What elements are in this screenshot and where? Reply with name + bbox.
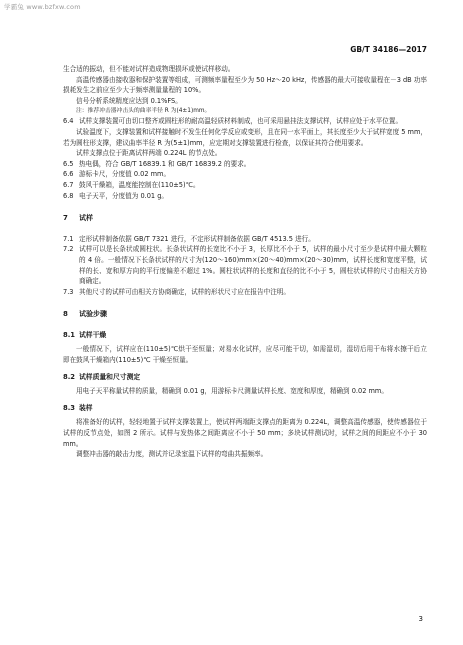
section-number: 7 [63, 214, 68, 223]
paragraph: 试验温度下，支撑装置和试样接触时不发生任何化学反应或变形，且在同一水平面上，其长度至少大于试样宽度 5 mm，若为圆柱形支撑，建议曲率半径 R 为(5±1)mm，应定期对支撑装置进行检查，以保证其符合使用要求。 [63, 127, 427, 147]
subsection-8-1-heading [63, 330, 427, 341]
subsection-number: 8.1 [63, 330, 76, 339]
section-8-heading [63, 309, 427, 320]
clause-number: 6.4 [63, 117, 74, 126]
clause-text: 热电偶，符合 GB/T 16839.1 和 GB/T 16839.2 的要求。 [79, 159, 251, 168]
clause-text: 试样支撑装置可由切口整齐或圆柱形的耐高温轻质材料制成，也可采用悬挂法支撑试样，试样应处于水平位置。 [79, 117, 403, 126]
paragraph: 一般情况下，试样应在(110±5)℃烘干至恒量；对易水化试样，应尽可能干切，如需湿切，湿切后用干布将水擦干后立即在鼓风干燥箱内(110±5)℃ 干燥至恒量。 [63, 345, 427, 365]
paragraph: 用电子天平称量试样的质量，精确到 0.01 g，用游标卡尺测量试样长度、宽度和厚度，精确到 0.02 mm。 [76, 387, 388, 396]
document-body [63, 64, 427, 460]
paragraph: 试样支撑点位于距离试样两端 0.224L 的节点处。 [76, 149, 222, 158]
paragraph: 高温传感器由接收器和保护装置等组成，可测频率量程至少为 50 Hz～20 kHz，传感器的最大可接收量程在－3 dB 功率损耗发生之前应至少大于频率测量量程的 10%。 [63, 75, 427, 95]
clause-6-6 [63, 169, 427, 180]
paragraph: 将准备好的试样，轻轻地置于试样支撑装置上，使试样两端距支撑点的距离为 0.224L，调整高温传感器，使传感器位于试样的反节点处，如图 2 所示。试样与发热体之间距离应不小于 50 mm；多块试样测试时，试样之间的间距应不小于 30 mm。 [63, 418, 427, 448]
subsection-8-3-heading [63, 403, 427, 414]
clause-text: 电子天平，分度值为 0.01 g。 [79, 191, 168, 200]
note: 注：推荐冲击器冲击头的曲率半径 R 为(4±1)mm。 [76, 108, 211, 115]
subsection-number: 8.2 [63, 372, 76, 381]
watermark: 学霸兔 www.bzfxw.com [4, 3, 81, 11]
clause-number: 6.6 [63, 170, 74, 179]
paragraph: 调整冲击器的敲击力度，测试并记录室温下试样的弯曲共振频率。 [76, 450, 268, 459]
clause-number: 6.5 [63, 159, 74, 168]
clause-text: 鼓风干燥箱，温度能控制在(110±5)℃。 [79, 180, 200, 189]
clause-text: 其他尺寸的试样可由相关方协商确定，试样的形状尺寸应在报告中注明。 [79, 287, 290, 296]
section-title: 试样 [79, 214, 93, 223]
paragraph: 生合适的振动，但不能对试样造成物理损坏或使试样移动。 [63, 65, 235, 73]
subsection-title: 装样 [79, 403, 93, 412]
standard-number: GB/T 34186—2017 [350, 45, 427, 54]
clause-7-2 [63, 244, 427, 286]
subsection-8-2-heading [63, 372, 427, 383]
clause-7-3 [63, 287, 427, 298]
clause-6-4 [63, 116, 427, 127]
page-number: 3 [418, 615, 423, 623]
clause-6-8 [63, 191, 427, 202]
clause-number: 7.1 [63, 234, 74, 243]
clause-number: 6.8 [63, 191, 74, 200]
section-title: 试验步骤 [79, 310, 107, 319]
paragraph: 信号分析系统精度应达到 0.1%FS。 [76, 96, 182, 105]
clause-6-5 [63, 159, 427, 170]
clause-number: 6.7 [63, 180, 74, 189]
section-number: 8 [63, 310, 68, 319]
clause-number: 7.2 [63, 245, 74, 254]
clause-text: 定形试样制备依据 GB/T 7321 进行，不定形试样制备依据 GB/T 4513.5 进行。 [79, 234, 315, 243]
subsection-number: 8.3 [63, 403, 76, 412]
clause-number: 7.3 [63, 287, 74, 296]
clause-6-7 [63, 180, 427, 191]
subsection-title: 试样干燥 [79, 330, 107, 339]
clause-7-1 [63, 234, 427, 245]
section-7-heading [63, 213, 427, 224]
clause-text: 游标卡尺，分度值 0.02 mm。 [79, 170, 171, 179]
subsection-title: 试样质量和尺寸测定 [79, 372, 141, 381]
clause-text: 试样可以是长条状或圆柱状。长条状试样的长宽比不小于 3，长厚比不小于 5，试样的最小尺寸至少是试样中最大颗粒的 4 倍。一般情况下长条状试样的尺寸为(120～160)mm×(20～40)mm×(20～30)mm，试样长度和宽度平整，试样的长、宽和厚方向的平行度偏差不超过 1%。圆柱状试样的长度和直径的比不小于 5，圆柱状试样的尺寸由相关方协商确定。 [79, 245, 427, 286]
